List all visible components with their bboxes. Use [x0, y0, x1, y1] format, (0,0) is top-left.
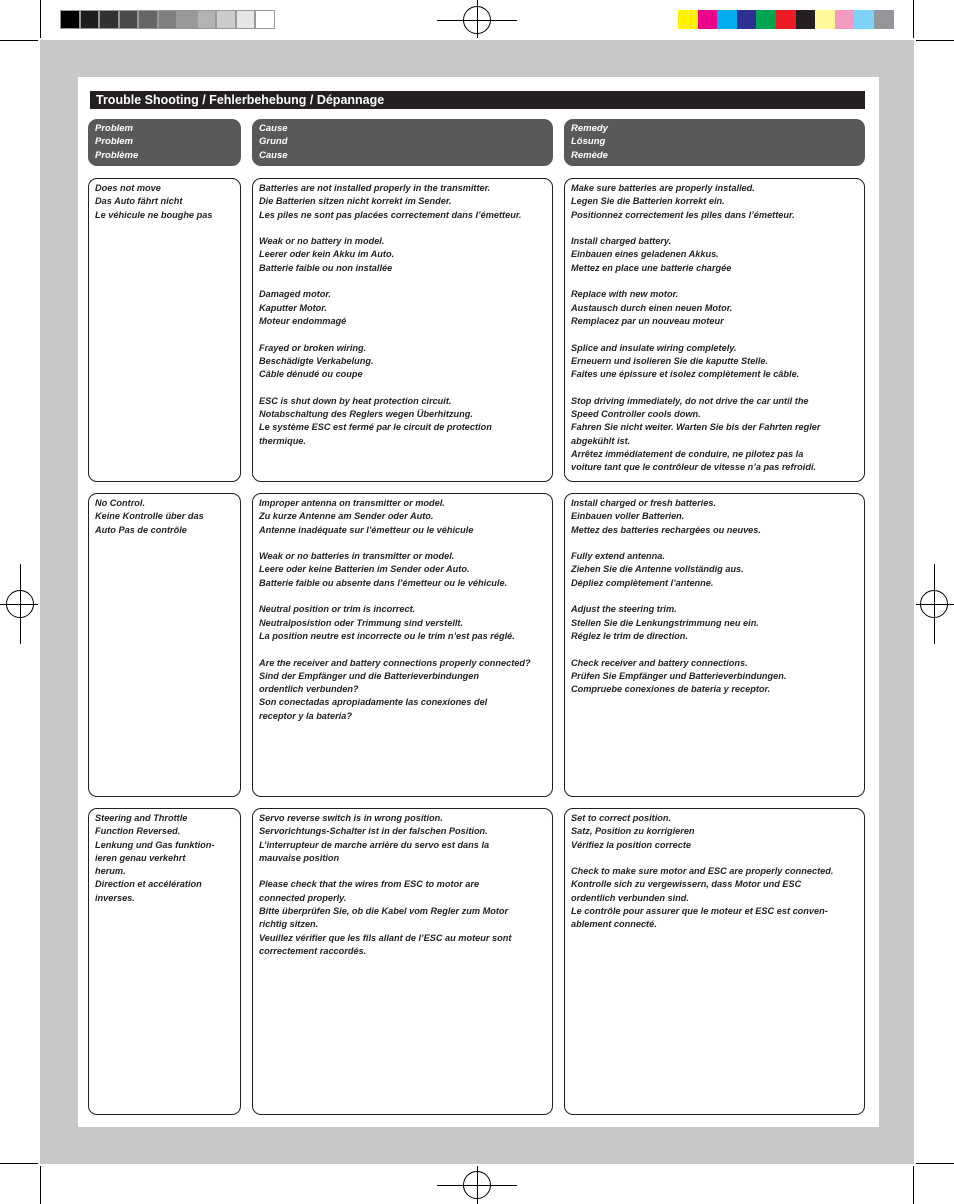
remedy-line: Fahren Sie nicht weiter. Warten Sie bis der Fahrten regler — [571, 422, 821, 433]
cause-line: receptor y la bateria? — [259, 710, 352, 721]
remedy-line: Stop driving immediately, do not drive the car until the — [571, 395, 809, 406]
remedy-item — [571, 812, 858, 852]
registration-line — [934, 564, 935, 644]
remedy-line: Splice and insulate wiring completely. — [571, 342, 737, 353]
color-control-strip — [678, 10, 894, 29]
cause-line: Zu kurze Antenne am Sender oder Auto. — [259, 511, 434, 522]
crop-mark — [40, 0, 41, 38]
remedy-line: Set to correct position. — [571, 813, 672, 823]
remedy-line: Kontrolle sich zu vergewissern, dass Motor und ESC — [571, 879, 802, 890]
cause-line: Leerer oder kein Akku im Auto. — [259, 249, 395, 260]
remedy-line: Ziehen Sie die Antenne vollständig aus. — [571, 564, 744, 575]
grayscale-control-strip — [60, 10, 275, 29]
row-3-problem — [88, 808, 241, 1115]
remedy-item — [571, 550, 858, 590]
problem-line: Das Auto fährt nicht — [95, 196, 183, 207]
remedy-item — [571, 288, 858, 328]
remedy-line: Einbauen eines geladenen Akkus. — [571, 249, 719, 260]
cause-line: Leere oder keine Batterien im Sender oder Auto. — [259, 564, 470, 575]
cause-line: richtig sitzen. — [259, 919, 319, 930]
cause-item — [259, 288, 546, 328]
remedy-line: Speed Controller cools down. — [571, 409, 701, 420]
remedy-line: Fully extend antenna. — [571, 551, 665, 562]
registration-line — [0, 604, 38, 605]
cause-line: Frayed or broken wiring. — [259, 342, 367, 353]
cause-line: L’interrupteur de marche arrière du servo est dans la — [259, 839, 490, 850]
crop-mark — [0, 40, 38, 41]
remedy-line: Le contrôle pour assurer que le moteur et ESC est conven- — [571, 906, 828, 917]
registration-line — [477, 0, 478, 38]
cause-item — [259, 657, 546, 723]
problem-line: Direction et accélération — [95, 879, 202, 890]
crop-mark — [40, 1166, 41, 1204]
crop-mark — [0, 1163, 38, 1164]
remedy-line: Dépliez complètement l’antenne. — [571, 577, 714, 588]
problem-line: Keine Kontrolle über das — [95, 511, 204, 522]
remedy-line: Réglez le trim de direction. — [571, 630, 688, 641]
crop-mark — [916, 1163, 954, 1164]
remedy-line: Install charged battery. — [571, 236, 672, 247]
header-cause-en: Cause — [259, 123, 288, 134]
remedy-line: Compruebe conexiones de bateria y receptor. — [571, 684, 771, 695]
header-problem-de: Problem — [95, 136, 134, 148]
remedy-line: Legen Sie die Batterien korrekt ein. — [571, 196, 725, 207]
row-1-problem — [88, 178, 241, 482]
remedy-line: Adjust the steering trim. — [571, 604, 677, 615]
cause-line: Batterie faible ou non installée — [259, 262, 393, 273]
cause-line: Kaputter Motor. — [259, 302, 327, 313]
remedy-line: voiture tant que le contrôleur de vitesse n’a pas refroidi. — [571, 462, 817, 473]
crop-mark — [913, 0, 914, 38]
cause-line: Moteur endommagé — [259, 315, 347, 326]
row-3-remedy — [564, 808, 865, 1115]
cause-line: Le système ESC est fermé par le circuit de protection — [259, 422, 492, 433]
page-title: Trouble Shooting / Fehlerbehebung / Dépannage — [90, 91, 865, 109]
remedy-line: Check receiver and battery connections. — [571, 657, 748, 668]
row-2-problem — [88, 493, 241, 797]
cause-line: Sind der Empfänger und die Batterieverbindungen — [259, 670, 480, 681]
cause-line: Câble dénudé ou coupe — [259, 369, 363, 380]
remedy-item — [571, 657, 858, 697]
cause-line: Servorichtungs-Schalter ist in der falschen Position. — [259, 826, 488, 837]
cause-line: La position neutre est incorrecte ou le trim n’est pas réglé. — [259, 630, 515, 641]
cause-line: Notabschaltung des Reglers wegen Überhitzung. — [259, 409, 473, 420]
header-remedy-de: Lösung — [571, 136, 606, 148]
cause-line: correctement raccordés. — [259, 945, 367, 956]
cause-line: Batterie faible ou absente dans l’émetteur ou le véhicule. — [259, 577, 508, 588]
cause-line: Antenne inadéquate sur l’émetteur ou le véhicule — [259, 524, 474, 535]
cause-item — [259, 497, 546, 537]
problem-line: Le véhicule ne boughe pas — [95, 209, 213, 220]
header-problem-fr: Problème — [95, 149, 139, 161]
row-1-cause — [252, 178, 553, 482]
remedy-line: Remplacez par un nouveau moteur — [571, 315, 724, 326]
cause-line: Damaged motor. — [259, 289, 331, 300]
header-cause — [252, 119, 553, 166]
remedy-line: Mettez en place une batterie chargée — [571, 262, 732, 273]
cause-line: connected properly. — [259, 892, 347, 903]
remedy-line: Stellen Sie die Lenkungstrimmung neu ein. — [571, 617, 759, 628]
remedy-line: Check to make sure motor and ESC are properly connected. — [571, 866, 834, 877]
remedy-item — [571, 603, 858, 643]
header-cause-fr: Cause — [259, 149, 288, 161]
header-remedy-fr: Remède — [571, 149, 608, 161]
remedy-item — [571, 235, 858, 275]
problem-line: ieren genau verkehrt — [95, 852, 186, 863]
remedy-item — [571, 865, 858, 931]
cause-line: Neutral position or trim is incorrect. — [259, 604, 416, 615]
cause-line: Veuillez vérifier que les fils allant de l’ESC au moteur sont — [259, 932, 512, 943]
remedy-item — [571, 182, 858, 222]
cause-item — [259, 812, 546, 865]
registration-line — [20, 564, 21, 644]
cause-item — [259, 603, 546, 643]
header-cause-de: Grund — [259, 136, 288, 148]
remedy-line: Arrêtez immédiatement de conduire, ne pilotez pas la — [571, 448, 804, 459]
header-remedy — [564, 119, 865, 166]
cause-line: Bitte überprüfen Sie, ob die Kabel vom Regler zum Motor — [259, 906, 509, 917]
cause-item — [259, 182, 546, 222]
cause-line: Son conectadas apropiadamente las conexiones del — [259, 697, 488, 708]
remedy-line: ablement connecté. — [571, 919, 657, 930]
cause-line: mauvaise position — [259, 852, 340, 863]
remedy-item — [571, 342, 858, 382]
problem-line: Steering and Throttle — [95, 813, 188, 823]
remedy-item — [571, 497, 858, 537]
registration-line — [477, 1166, 478, 1204]
remedy-line: Replace with new motor. — [571, 289, 679, 300]
remedy-line: abgekühlt ist. — [571, 435, 631, 446]
cause-line: Les piles ne sont pas placées correctement dans l’émetteur. — [259, 209, 522, 220]
header-problem-en: Problem — [95, 123, 134, 134]
cause-line: ESC is shut down by heat protection circuit. — [259, 395, 452, 406]
remedy-line: Make sure batteries are properly installed. — [571, 183, 755, 193]
remedy-item — [571, 395, 858, 475]
remedy-line: Mettez des batteries rechargées ou neuves. — [571, 524, 761, 535]
cause-line: Beschädigte Verkabelung. — [259, 355, 374, 366]
cause-line: ordentlich verbunden? — [259, 684, 359, 695]
problem-line: No Control. — [95, 498, 146, 508]
row-3-cause — [252, 808, 553, 1115]
cause-line: Are the receiver and battery connections properly connected? — [259, 657, 531, 668]
row-1-remedy — [564, 178, 865, 482]
remedy-line: Positionnez correctement les piles dans l’émetteur. — [571, 209, 795, 220]
remedy-line: Install charged or fresh batteries. — [571, 498, 717, 508]
problem-line: Lenkung und Gas funktion- — [95, 839, 215, 850]
cause-item — [259, 550, 546, 590]
problem-line: Does not move — [95, 183, 161, 193]
problem-line: inverses. — [95, 892, 135, 903]
cause-item — [259, 235, 546, 275]
cause-line: Weak or no batteries in transmitter or model. — [259, 551, 455, 562]
cause-item — [259, 878, 546, 958]
registration-line — [916, 604, 954, 605]
row-2-cause — [252, 493, 553, 797]
cause-line: Batteries are not installed properly in the transmitter. — [259, 183, 491, 193]
remedy-line: Prüfen Sie Empfänger und Batterieverbindungen. — [571, 670, 787, 681]
cause-item — [259, 342, 546, 382]
header-problem — [88, 119, 241, 166]
remedy-line: Satz, Position zu korrigieren — [571, 826, 695, 837]
cause-line: Servo reverse switch is in wrong position. — [259, 813, 443, 823]
cause-line: Please check that the wires from ESC to motor are — [259, 879, 480, 890]
cause-line: Neutralposistion oder Trimmung sind verstellt. — [259, 617, 464, 628]
remedy-line: Erneuern und isolieren Sie die kaputte Stelle. — [571, 355, 769, 366]
crop-mark — [916, 40, 954, 41]
row-2-remedy — [564, 493, 865, 797]
problem-line: Function Reversed. — [95, 826, 181, 837]
remedy-line: Austausch durch einen neuen Motor. — [571, 302, 733, 313]
cause-line: Improper antenna on transmitter or model. — [259, 498, 445, 508]
remedy-line: ordentlich verbunden sind. — [571, 892, 689, 903]
remedy-line: Vérifiez la position correcte — [571, 839, 691, 850]
cause-line: Die Batterien sitzen nicht korrekt im Sender. — [259, 196, 452, 207]
header-remedy-en: Remedy — [571, 123, 608, 134]
problem-line: herum. — [95, 866, 126, 877]
remedy-line: Faites une épissure et isolez complètement le câble. — [571, 369, 800, 380]
cause-line: thermique. — [259, 435, 306, 446]
crop-mark — [913, 1166, 914, 1204]
cause-item — [259, 395, 546, 448]
problem-line: Auto Pas de contrôle — [95, 524, 187, 535]
remedy-line: Einbauen voller Batterien. — [571, 511, 685, 522]
cause-line: Weak or no battery in model. — [259, 236, 385, 247]
